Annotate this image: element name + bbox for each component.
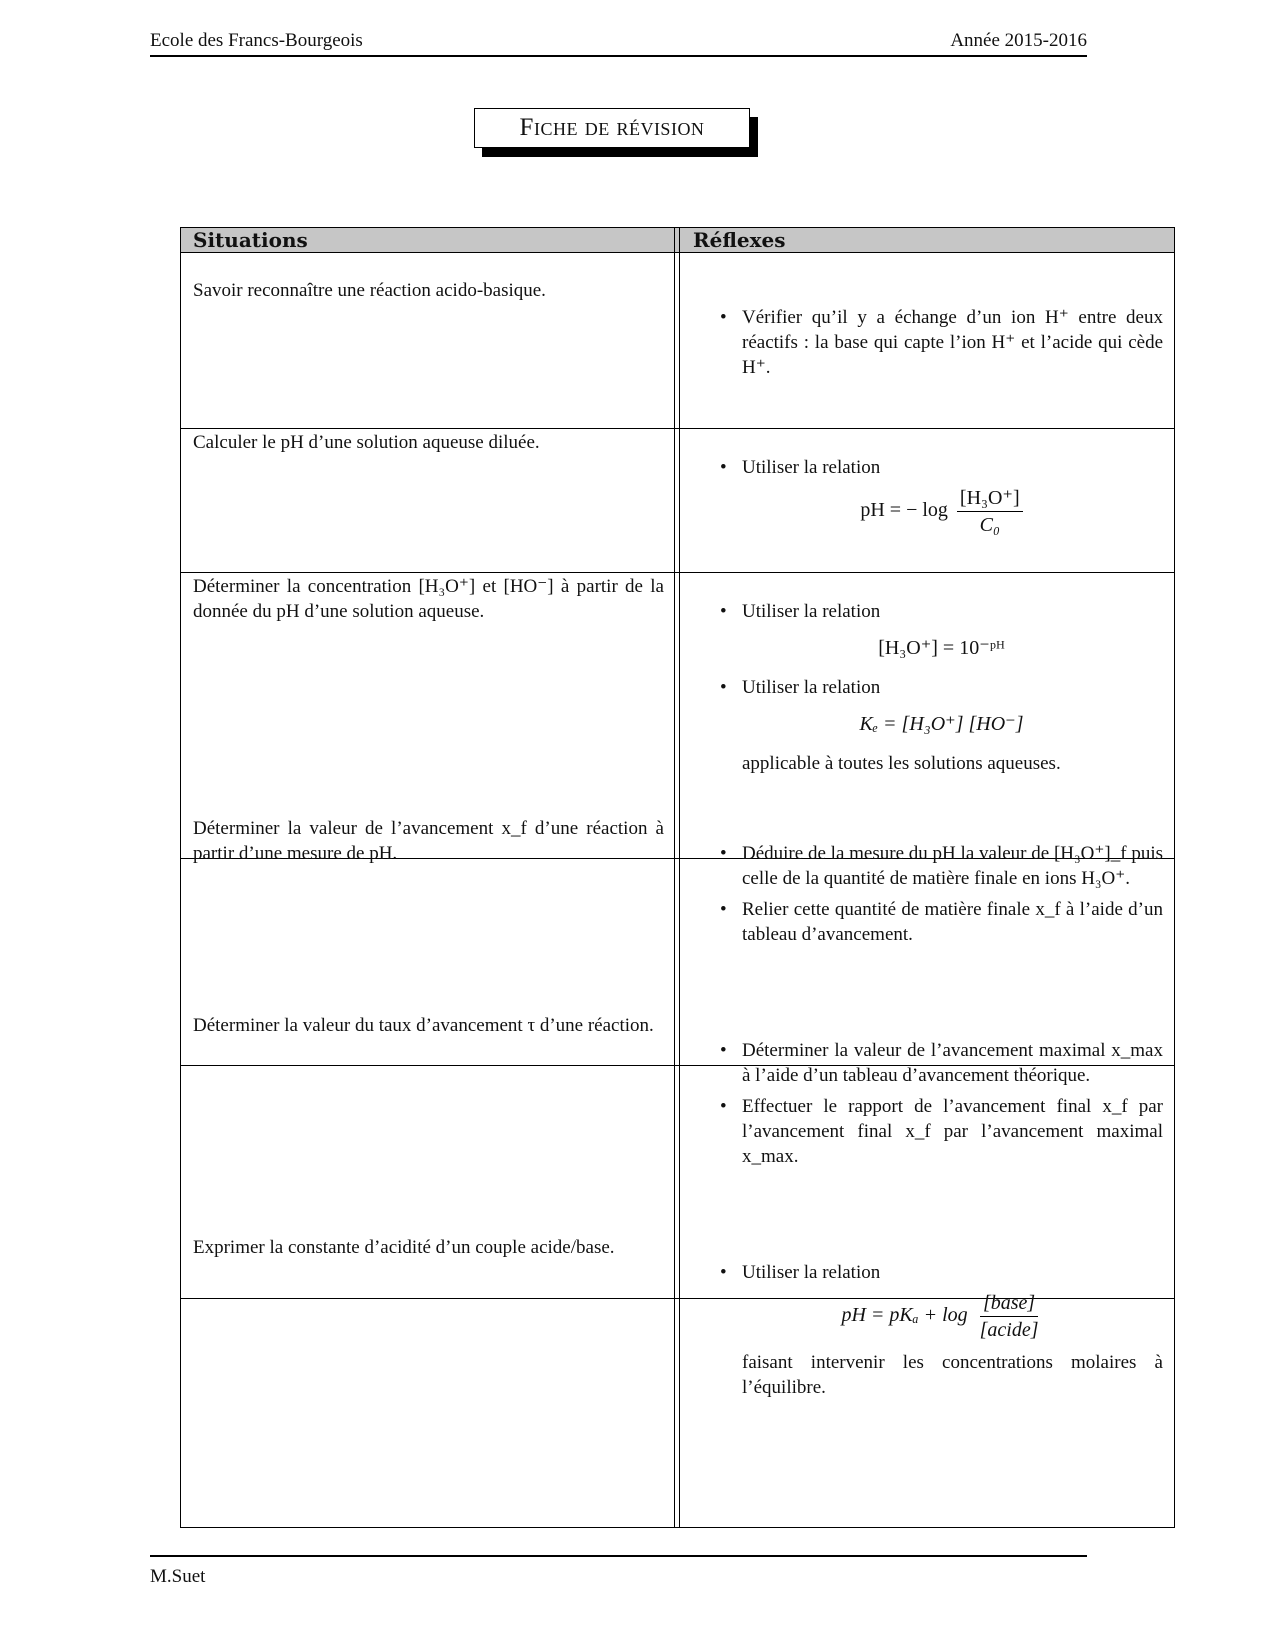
footer-author: M.Suet bbox=[150, 1566, 206, 1587]
situation-4: Déterminer la valeur de l’avancement x_f d’une réaction à partir d’une mesure de pH. bbox=[193, 818, 664, 864]
list-item: • Vérifier qu’il y a échange d’un ion H⁺ entre deux réactifs : la base qui capte l’ion H⁺ et l’acide qui cède H⁺. bbox=[720, 307, 1163, 378]
header-school: Ecole des Francs-Bourgeois bbox=[150, 30, 363, 51]
header-bottom-rule bbox=[180, 252, 1175, 253]
list-item: • Utiliser la relation bbox=[720, 1262, 881, 1283]
list-item: • Utiliser la relation bbox=[720, 601, 881, 622]
reflex-note: applicable à toutes les solutions aqueuses. bbox=[742, 753, 1061, 774]
column-header-reflexes: Réflexes bbox=[693, 228, 786, 252]
situation-5: Déterminer la valeur du taux d’avancement τ d’une réaction. bbox=[193, 1015, 654, 1036]
header-year: Année 2015-2016 bbox=[950, 30, 1087, 51]
reflex-2 bbox=[720, 455, 1163, 545]
reflex-6 bbox=[720, 1260, 1163, 1400]
column-header-situations: Situations bbox=[193, 228, 308, 252]
column-divider-2 bbox=[679, 227, 680, 1528]
situation-2: Calculer le pH d’une solution aqueuse diluée. bbox=[193, 432, 540, 453]
reflex-4 bbox=[720, 841, 1163, 953]
table-border-bottom bbox=[180, 1527, 1175, 1528]
row-divider bbox=[180, 428, 1175, 429]
header-rule bbox=[150, 55, 1087, 57]
list-item: • Déterminer la valeur de l’avancement maximal x_max à l’aide d’un tableau d’avancement théorique. bbox=[720, 1040, 1163, 1086]
row-divider bbox=[180, 572, 1175, 573]
equation-ph: pH = − log $\frac{\text{[H₃O⁺]}}{\text{C₀}}$ bbox=[720, 486, 1163, 537]
table-border-top bbox=[180, 227, 1175, 228]
list-item: • Effectuer le rapport de l’avancement final x_f par l’avancement final x_f par l’avancement maximal x_max. bbox=[720, 1096, 1163, 1167]
list-item: • Déduire de la mesure du pH la valeur de [H₃O⁺]_f puis celle de la quantité de matière finale en ions H₃O⁺. bbox=[720, 843, 1163, 889]
reflex-note: faisant intervenir les concentrations molaires à l’équilibre. bbox=[742, 1352, 1163, 1398]
table-header-background bbox=[180, 227, 1175, 253]
reflex-1 bbox=[720, 305, 1163, 386]
equation-concentration: [H₃O⁺] = 10⁻ᵖᴴ bbox=[878, 637, 1005, 659]
situation-6: Exprimer la constante d’acidité d’un couple acide/base. bbox=[193, 1237, 615, 1258]
list-item: • Utiliser la relation bbox=[720, 457, 881, 478]
equation-pka: pH = pKₐ + log $\frac{\text{[base]}}{\text{[acide]}}$ bbox=[841, 1292, 1039, 1341]
equation-ke: Kₑ = [H₃O⁺] [HO⁻] bbox=[859, 713, 1024, 735]
revision-table bbox=[180, 227, 1175, 1528]
table-border-left bbox=[180, 227, 181, 1528]
reflex-3 bbox=[720, 599, 1163, 776]
footer-rule bbox=[150, 1555, 1087, 1557]
table-border-right bbox=[1174, 227, 1175, 1528]
page-title: Fiche de révision bbox=[474, 108, 750, 148]
reflex-5 bbox=[720, 1038, 1163, 1175]
list-item: • Relier cette quantité de matière finale x_f à l’aide d’un tableau d’avancement. bbox=[720, 899, 1163, 945]
situation-1: Savoir reconnaître une réaction acido-basique. bbox=[193, 280, 546, 301]
list-item: • Utiliser la relation bbox=[720, 677, 881, 698]
column-divider-1 bbox=[674, 227, 675, 1528]
situation-3: Déterminer la concentration [H₃O⁺] et [HO⁻] à partir de la donnée du pH d’une solution aqueuse. bbox=[193, 576, 664, 622]
